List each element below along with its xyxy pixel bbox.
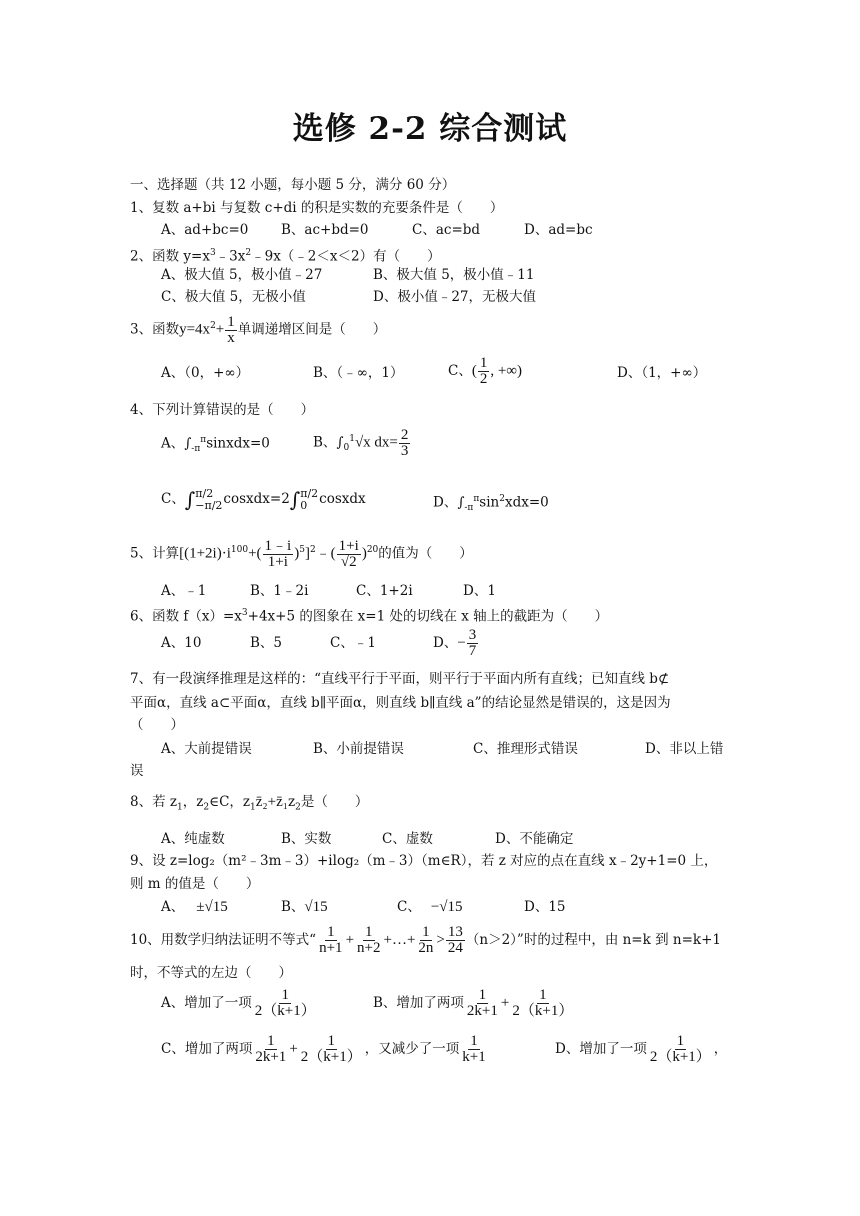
- question-2-stem: [130, 244, 441, 266]
- q4-b-lower: 0: [343, 443, 350, 454]
- q7-option-a: A、大前提错误: [161, 741, 252, 757]
- q10-a-den: 2（k+1）: [254, 1003, 316, 1019]
- q2-option-a: A、极大值 5，极小值﹣27: [161, 267, 323, 283]
- q3-option-a: A、（0，+∞）: [161, 365, 250, 381]
- q6-d-label: D、: [433, 635, 458, 651]
- q4-d-body-2: xdx=0: [504, 494, 549, 511]
- q10-stem-pre: 10、用数学归纳法证明不等式“: [130, 932, 317, 948]
- q4-b-num: 2: [400, 426, 409, 443]
- q5-stem-post: 的值为（ ）: [378, 545, 473, 562]
- q6-option-d: [433, 626, 479, 660]
- q5-expr-5: ﹣(: [315, 545, 336, 562]
- q10-c-num-1: 1: [267, 1033, 275, 1049]
- integral-icon: ∫: [336, 434, 344, 451]
- q10-d-fraction: [648, 1034, 713, 1065]
- question-6-stem: [130, 604, 608, 626]
- question-1-stem: 1、复数 a+bi 与复数 c+di 的积是实数的充要条件是（ ）: [130, 200, 504, 216]
- q2-exp-3: 3: [209, 248, 216, 258]
- q6-stem-post: +4x+5 的图象在 x=1 处的切线在 x 轴上的截距为（ ）: [247, 608, 609, 625]
- q4-d-body: sin: [479, 494, 500, 511]
- q5-expr-4: ]: [304, 545, 310, 562]
- q5-expr-6: ): [361, 545, 367, 562]
- question-9-line-2: 则 m 的值是（ ）: [130, 876, 260, 892]
- q8-option-a: A、纯虚数: [161, 831, 225, 847]
- page-title: 选修 2-2 综合测试: [292, 111, 568, 147]
- q5-expr-1: [(1+2i)·i: [179, 545, 231, 562]
- q7-option-c: C、推理形式错误: [473, 741, 578, 757]
- question-10-stem: [130, 922, 721, 958]
- q5-exp-5: 5: [299, 545, 305, 555]
- q3-expr: y=4x: [179, 321, 211, 338]
- q4-c-limits-2: [300, 488, 318, 512]
- q4-c-body: cosxdx=2: [223, 491, 290, 507]
- q1-option-d: D、ad=bc: [524, 222, 593, 238]
- q4-d-label: D、: [433, 494, 458, 511]
- q5-expr-2: +(: [248, 545, 262, 562]
- q8-option-c: C、虚数: [382, 831, 433, 847]
- q10-c-num-2: 1: [327, 1033, 336, 1049]
- q10-dots: +…+: [383, 932, 416, 948]
- q4-d-square: 2: [499, 494, 505, 504]
- q3-plus: +: [215, 321, 225, 338]
- q10-b-plus: +: [500, 995, 510, 1011]
- q5-exp-2: 2: [309, 545, 316, 555]
- q10-fraction-4: [446, 925, 465, 956]
- q10-c-prefix: C、增加了两项: [161, 1041, 253, 1057]
- q3-c-close: , +∞): [490, 363, 522, 379]
- q3-option-d: D、（1，+∞）: [617, 365, 707, 381]
- q10-f4-den: 24: [447, 940, 463, 956]
- q8-sub-1: 1: [177, 802, 183, 813]
- q10-f4-num: 13: [447, 924, 463, 940]
- q10-a-num: 1: [281, 987, 289, 1003]
- q10-b-den-2: 2（k+1）: [512, 1003, 574, 1019]
- q4-c-upper: π/2: [195, 486, 214, 500]
- q9-b-value: √15: [304, 899, 328, 915]
- q3-c-fraction: [478, 356, 490, 387]
- integral-icon: ∫: [184, 435, 192, 452]
- q6-option-c: C、﹣1: [330, 635, 376, 651]
- q10-option-a: [161, 986, 319, 1020]
- q10-d-suffix: ，: [713, 1041, 728, 1057]
- q8-stem-mid-2: ∈C，z: [209, 794, 251, 810]
- q5-expr-3: ): [294, 545, 300, 562]
- q10-c-middle: ，又减少了一项: [364, 1041, 460, 1057]
- q5-option-a: A、﹣1: [161, 583, 207, 599]
- q8-sub-4: 2: [295, 802, 301, 813]
- q9-option-d: D、15: [524, 899, 566, 915]
- q10-fraction-2: [355, 925, 382, 956]
- q8-conjugate-expr: z̄₂+z̄₁: [255, 794, 288, 810]
- q4-a-upper: π: [200, 435, 207, 445]
- q7-option-d-wrap: 误: [130, 763, 144, 779]
- q4-c-label: C、: [161, 491, 185, 507]
- q4-c-body-2: cosxdx: [319, 491, 366, 507]
- q5-stem-pre: 5、计算: [130, 545, 180, 562]
- q5-fraction-2: [337, 539, 361, 570]
- q10-c-fraction-1: [253, 1034, 288, 1065]
- section-heading: 一、选择题（共 12 小题，每小题 5 分，满分 60 分）: [130, 177, 456, 193]
- q10-c-den-1: 2k+1: [255, 1049, 287, 1065]
- q4-a-body: sinxdx=0: [206, 435, 270, 452]
- q8-stem-pre: 8、若 z: [130, 794, 177, 810]
- q8-stem-post: 是（ ）: [300, 794, 369, 810]
- q6-option-a: A、10: [161, 635, 202, 651]
- q3-c-label: C、: [448, 363, 472, 379]
- q4-option-b: [313, 425, 411, 462]
- q9-a-label: A、: [161, 899, 185, 915]
- q10-c-den-3: k+1: [462, 1049, 486, 1065]
- q6-stem-pre: 6、函数 f（x）=x: [130, 608, 242, 625]
- q10-b-num-2: 1: [539, 987, 547, 1003]
- q10-a-fraction: [253, 988, 318, 1019]
- q10-a-prefix: A、增加了一项: [161, 995, 252, 1011]
- q2-option-b: B、极大值 5，极小值﹣11: [373, 267, 535, 283]
- q3-c-den: 2: [479, 371, 488, 387]
- q3-option-b: B、（﹣∞，1）: [313, 365, 404, 381]
- q7-option-b: B、小前提错误: [313, 741, 404, 757]
- question-9-line-1: 9、设 z=log₂（m²﹣3m﹣3）+ilog₂（m﹣3）（m∈R），若 z 对应的点在直线 x﹣2y+1=0 上，: [130, 853, 718, 869]
- question-5-stem: [130, 532, 473, 572]
- question-3-stem: [130, 312, 386, 346]
- q6-d-den: 7: [468, 643, 477, 659]
- q10-f1-num: 1: [327, 924, 335, 940]
- q10-d-prefix: D、增加了一项: [555, 1041, 647, 1057]
- q10-c-den-2: 2（k+1）: [300, 1049, 362, 1065]
- q4-c-limits: [195, 488, 222, 512]
- q5-num-1: 1﹣i: [264, 537, 292, 554]
- q6-d-num: 3: [468, 627, 477, 643]
- q4-a-label: A、: [161, 435, 185, 452]
- q4-d-upper: π: [473, 494, 480, 504]
- question-8-stem: [130, 790, 368, 820]
- q10-f3-den: 2n: [418, 940, 434, 956]
- q9-option-c: [397, 898, 463, 916]
- q1-option-c: C、ac=bd: [412, 222, 481, 238]
- integral-icon: ∫: [289, 487, 301, 512]
- q6-d-sign: −: [457, 635, 466, 651]
- q10-b-prefix: B、增加了两项: [373, 995, 464, 1011]
- q5-den-2: √2: [340, 553, 357, 570]
- q1-option-b: B、ac+bd=0: [281, 222, 369, 238]
- q10-option-d: [555, 1030, 727, 1068]
- q4-option-a: [161, 431, 270, 458]
- integral-icon: ∫: [457, 494, 465, 511]
- q5-exp-100: 100: [230, 545, 249, 555]
- q1-option-a: A、ad+bc=0: [161, 222, 249, 238]
- q3-frac-den: x: [227, 329, 235, 346]
- question-10-line-2: 时，不等式的左边（ ）: [130, 965, 292, 981]
- q10-d-num: 1: [676, 1033, 685, 1049]
- q6-option-b: B、5: [250, 635, 283, 651]
- question-7-line-1: 7、有一段演绎推理是这样的：“直线平行于平面，则平行于平面内所有直线；已知直线 b⊄: [130, 671, 670, 687]
- q9-option-b: [281, 898, 328, 916]
- q10-fraction-1: [317, 925, 344, 956]
- q2-option-c: C、极大值 5，无极小值: [161, 289, 306, 305]
- q10-option-b: [373, 986, 576, 1020]
- q3-c-open: (: [471, 363, 477, 379]
- q9-option-a: [161, 898, 228, 916]
- q6-exp-3: 3: [241, 608, 248, 618]
- q5-option-b: B、1﹣2i: [250, 583, 309, 599]
- q9-c-value: −√15: [430, 899, 463, 915]
- q4-d-lower: -π: [464, 503, 474, 514]
- q5-exp-20: 20: [366, 545, 379, 555]
- q8-option-b: B、实数: [281, 831, 332, 847]
- q10-b-den-1: 2k+1: [466, 1003, 498, 1019]
- q4-b-fraction: [399, 428, 411, 459]
- q10-c-num-3: 1: [470, 1033, 478, 1049]
- q4-c-lower-2: 0: [300, 498, 308, 512]
- q4-b-body: √x dx=: [354, 434, 398, 451]
- q3-option-c: [448, 356, 522, 387]
- q2-exp-2: 2: [245, 248, 252, 258]
- q10-condition: （n＞2）”时的过程中，由 n=k 到 n=k+1: [465, 932, 721, 948]
- q4-c-lower: −π/2: [195, 498, 223, 512]
- q9-a-value: ±√15: [196, 899, 228, 915]
- q10-c-plus: +: [289, 1041, 298, 1057]
- q10-c-fraction-2: [299, 1034, 364, 1065]
- q10-f2-den: n+2: [357, 940, 381, 956]
- q5-option-d: D、1: [463, 583, 496, 599]
- question-4-stem: 4、下列计算错误的是（ ）: [130, 402, 315, 418]
- q8-stem-mid-3: z: [288, 794, 296, 810]
- q9-c-label: C、: [397, 899, 421, 915]
- q10-c-fraction-3: [460, 1034, 487, 1065]
- q10-option-c: [161, 1030, 489, 1068]
- q4-b-upper: 1: [349, 434, 355, 444]
- integral-icon: ∫: [184, 487, 196, 512]
- q10-gt: >: [436, 932, 445, 948]
- q5-den-1: 1+i: [267, 553, 288, 570]
- q5-option-c: C、1+2i: [356, 583, 413, 599]
- q3-stem-post: 单调递增区间是（ ）: [237, 321, 387, 338]
- q10-d-den: 2（k+1）: [649, 1049, 711, 1065]
- q3-frac-num: 1: [227, 313, 235, 330]
- q7-option-d: D、非以上错: [645, 741, 724, 757]
- q8-option-d: D、不能确定: [495, 831, 574, 847]
- q2-stem-pre: 2、函数 y=x: [130, 248, 210, 265]
- q2-option-d: D、极小值﹣27，无极大值: [373, 289, 537, 305]
- q6-d-fraction: [467, 628, 479, 659]
- q10-f1-den: n+1: [319, 940, 343, 956]
- q10-b-fraction-2: [510, 988, 575, 1019]
- q4-option-c: [161, 472, 366, 527]
- q4-option-d: [433, 490, 549, 517]
- q3-fraction: [225, 315, 237, 346]
- q5-fraction-1: [263, 539, 294, 570]
- q10-f2-num: 1: [365, 924, 373, 940]
- q8-stem-mid: ，z: [182, 794, 204, 810]
- q2-stem-post: ﹣9x（﹣2＜x＜2）有（ ）: [251, 248, 441, 265]
- q3-square: 2: [210, 321, 216, 331]
- q4-b-den: 3: [400, 442, 409, 459]
- q2-stem-mid: ﹣3x: [215, 248, 246, 265]
- q10-f3-num: 1: [422, 924, 430, 940]
- q10-plus: +: [345, 932, 355, 948]
- q9-b-label: B、: [281, 899, 305, 915]
- q8-sub-3: 1: [250, 802, 256, 813]
- q3-stem-pre: 3、函数: [130, 321, 180, 338]
- q3-c-num: 1: [479, 355, 488, 371]
- q10-b-fraction-1: [465, 988, 500, 1019]
- q4-a-lower: -π: [191, 444, 201, 455]
- question-7-line-3: （ ）: [130, 717, 184, 733]
- q4-c-upper-2: π/2: [300, 486, 319, 500]
- q10-b-num-1: 1: [478, 987, 487, 1003]
- q5-num-2: 1+i: [338, 537, 359, 554]
- question-7-line-2: 平面α，直线 a⊂平面α，直线 b∥平面α，则直线 b∥直线 a”的结论显然是错误的，这是因为: [130, 695, 671, 711]
- q8-sub-2: 2: [203, 802, 210, 813]
- q4-b-label: B、: [313, 434, 337, 451]
- q10-fraction-3: [416, 925, 435, 956]
